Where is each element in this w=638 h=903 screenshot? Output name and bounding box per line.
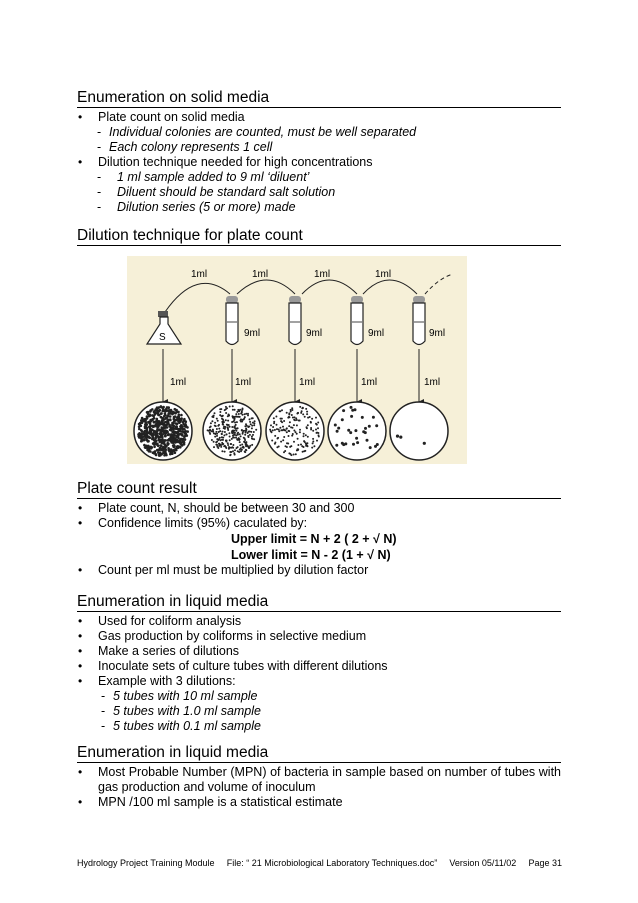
sub-item-text: 5 tubes with 1.0 ml sample	[113, 704, 261, 718]
section-solid-media	[77, 88, 561, 215]
dilution-series-figure	[127, 256, 467, 464]
sub-list-item: - Individual colonies are counted, must be well separated	[97, 125, 417, 139]
bullet-list	[77, 765, 561, 810]
list-item	[77, 765, 561, 795]
list-item	[77, 155, 561, 170]
sub-item-text: Individual colonies are counted, must be well separated	[109, 125, 417, 139]
lower-limit-formula: Lower limit = N - 2 (1 + √ N)	[231, 548, 391, 562]
list-item-text: Inoculate sets of culture tubes with different dilutions	[98, 659, 388, 673]
footer-file: File: “ 21 Microbiological Laboratory Techniques.doc”	[226, 858, 438, 868]
transfer-label: 1ml	[252, 269, 269, 280]
footer-version: Version 05/11/02	[449, 858, 517, 868]
transfer-arc	[363, 280, 417, 294]
list-item-text: Most Probable Number (MPN) of bacteria in sample based on number of tubes with gas production and volume of inoculum	[98, 765, 561, 794]
list-item	[77, 110, 561, 125]
list-item	[77, 501, 561, 516]
list-item	[77, 614, 561, 629]
bullet-list	[77, 563, 561, 578]
dilution-tube	[413, 296, 445, 345]
tube-label: 9ml	[306, 328, 323, 339]
list-item	[77, 674, 561, 689]
list-item	[77, 563, 561, 578]
bullet-list	[77, 110, 561, 125]
sub-list-item: - 5 tubes with 1.0 ml sample	[101, 704, 261, 718]
transfer-label: 1ml	[375, 269, 392, 280]
list-item-text: Used for coliform analysis	[98, 614, 242, 628]
sub-list-item: - 1 ml sample added to 9 ml ‘diluent’	[97, 170, 310, 184]
sub-list	[77, 689, 561, 734]
sub-item-text: 1 ml sample added to 9 ml ‘diluent’	[117, 170, 310, 184]
bullet-list	[77, 614, 561, 689]
sub-list	[77, 170, 561, 215]
list-item-text: Plate count, N, should be between 30 and 300	[98, 501, 355, 515]
sub-item-text: Each colony represents 1 cell	[109, 140, 273, 154]
transfer-arc	[165, 283, 230, 312]
transfer-label: 1ml	[314, 269, 331, 280]
list-item-text: Make a series of dilutions	[98, 644, 240, 658]
sub-list-item: - Diluent should be standard salt solution	[97, 185, 336, 199]
list-item	[77, 795, 561, 810]
transfer-arc	[302, 280, 357, 294]
sub-list	[77, 125, 561, 155]
page-footer	[77, 858, 562, 869]
list-item	[77, 629, 561, 644]
petri-plate	[390, 402, 448, 460]
plating-label: 1ml	[361, 377, 378, 388]
dilution-tube	[351, 296, 384, 345]
list-item-text: Count per ml must be multiplied by dilution factor	[98, 563, 369, 577]
plating-label: 1ml	[170, 377, 187, 388]
sub-list-item: - 5 tubes with 0.1 ml sample	[101, 719, 261, 733]
transfer-arc	[237, 280, 295, 294]
list-item-text: Dilution technique needed for high concentrations	[98, 155, 373, 169]
transfer-arc-dashed	[425, 274, 453, 294]
transfer-label: 1ml	[191, 269, 208, 280]
section-dilution-technique	[77, 226, 561, 248]
section-heading: Enumeration in liquid media	[77, 592, 561, 612]
section-heading: Enumeration in liquid media	[77, 743, 561, 763]
tube-label: 9ml	[368, 328, 385, 339]
footer-page-number: Page 31	[528, 858, 562, 868]
bullet-list	[77, 155, 561, 170]
section-heading: Plate count result	[77, 479, 561, 499]
list-item	[77, 644, 561, 659]
list-item-text: Gas production by coliforms in selective medium	[98, 629, 367, 643]
sub-item-text: 5 tubes with 0.1 ml sample	[113, 719, 261, 733]
plating-label: 1ml	[424, 377, 441, 388]
tube-label: 9ml	[429, 328, 446, 339]
list-item-text: Plate count on solid media	[98, 110, 245, 124]
sub-item-text: 5 tubes with 10 ml sample	[113, 689, 258, 703]
list-item-text: Confidence limits (95%) caculated by:	[98, 516, 308, 530]
section-liquid-media	[77, 592, 561, 734]
sub-item-text: Diluent should be standard salt solution	[117, 185, 336, 199]
dilution-tube	[226, 296, 260, 345]
bullet-list	[77, 501, 561, 531]
plating-label: 1ml	[299, 377, 316, 388]
sub-list-item: - 5 tubes with 10 ml sample	[101, 689, 258, 703]
dilution-tube	[289, 296, 322, 345]
sub-list-item: - Dilution series (5 or more) made	[97, 200, 296, 214]
upper-limit-formula: Upper limit = N + 2 ( 2 + √ N)	[231, 532, 397, 546]
section-heading: Enumeration on solid media	[77, 88, 561, 108]
plating-label: 1ml	[235, 377, 252, 388]
tube-label: 9ml	[244, 328, 261, 339]
flask-label: S	[159, 332, 166, 343]
section-heading: Dilution technique for plate count	[77, 226, 561, 246]
section-liquid-media-mpn	[77, 743, 561, 810]
list-item	[77, 659, 561, 674]
dilution-diagram	[127, 256, 467, 464]
list-item	[77, 516, 561, 531]
section-plate-count-result	[77, 479, 561, 578]
sub-list-item: - Each colony represents 1 cell	[97, 140, 273, 154]
list-item-text: MPN /100 ml sample is a statistical estimate	[98, 795, 343, 809]
sub-item-text: Dilution series (5 or more) made	[117, 200, 296, 214]
footer-module: Hydrology Project Training Module	[77, 858, 215, 868]
sample-flask	[147, 311, 181, 344]
list-item-text: Example with 3 dilutions:	[98, 674, 236, 688]
